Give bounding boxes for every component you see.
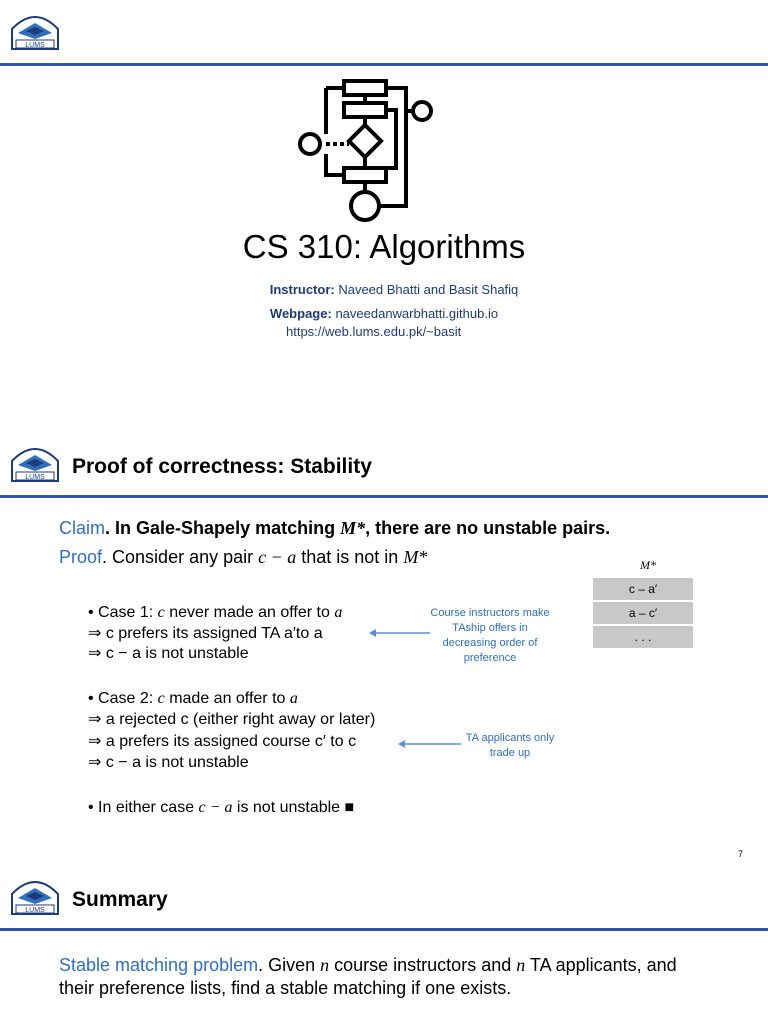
webpage-link-1[interactable]: naveedanwarbhatti.github.io: [335, 306, 499, 321]
case2-line3: ⇒ a prefers its assigned course c′ to c: [88, 733, 357, 750]
claim-word: Claim: [59, 518, 106, 538]
header-rule: [0, 928, 768, 931]
page-number: 7: [738, 849, 744, 859]
arrow-left-icon: [368, 627, 432, 639]
proof-text-2: that is not in: [296, 547, 404, 567]
proof-symbol: M*: [403, 547, 428, 567]
note-ta-applicants: TA applicants only trade up: [465, 732, 555, 759]
either-case-line: • In either case c − a is not unstable ■: [88, 799, 355, 816]
summary-text: Stable matching problem. Given n course instructors and n TA applicants, and their preference lists, find a stable matching if one exists.: [59, 955, 677, 998]
matching-table-row: . . .: [593, 626, 693, 648]
webpage-link-2[interactable]: https://web.lums.edu.pk/~basit: [286, 324, 462, 339]
claim-text-2: , there are no unstable pairs.: [365, 518, 611, 538]
instructor-names: Naveed Bhatti and Basit Shafiq: [338, 282, 519, 297]
slide-title: Proof of correctness: Stability: [72, 455, 372, 478]
summary-lead: Stable matching problem: [59, 955, 259, 975]
lums-logo: [8, 874, 62, 918]
webpage-label: Webpage:: [269, 306, 332, 321]
flowchart-icon: [296, 78, 436, 223]
instructor-line: [0, 282, 768, 297]
proof-pair: c − a: [258, 547, 297, 567]
proof-text-1: . Consider any pair: [102, 547, 259, 567]
claim-symbol: M*: [340, 518, 366, 538]
claim-text-1: In Gale-Shapely matching: [115, 518, 341, 538]
lums-logo: [8, 9, 62, 53]
logo-text: LUMS: [25, 907, 45, 914]
proof-line: [59, 547, 427, 568]
case1-line1: • Case 1: c never made an offer to a: [88, 604, 343, 621]
header-rule: [0, 495, 768, 498]
matching-table-header: M*: [640, 558, 656, 572]
arrow-left-icon: [397, 738, 463, 750]
claim-line: Claim. In Gale-Shapely matching M*, there are no unstable pairs.: [59, 518, 611, 538]
matching-table-row: c – a′: [593, 578, 693, 600]
case2-line1: • Case 2: c made an offer to a: [88, 690, 298, 707]
webpage-line: [0, 306, 768, 321]
course-title: CS 310: Algorithms: [242, 228, 526, 265]
logo-text: LUMS: [25, 42, 45, 49]
case1-line2: ⇒ c prefers its assigned TA a′to a: [88, 625, 323, 642]
proof-word: Proof: [59, 547, 103, 567]
summary-title: Summary: [72, 888, 168, 911]
matching-table-row: a – c′: [593, 602, 693, 624]
lums-logo: [8, 441, 62, 485]
instructor-label: Instructor:: [269, 282, 335, 297]
logo-text: LUMS: [25, 474, 45, 481]
note-course-instructors: Course instructors make TAship offers in decreasing order of preference: [430, 607, 550, 664]
case2-line4: ⇒ c − a is not unstable: [88, 754, 249, 771]
case2-line2: ⇒ a rejected c (either right away or later): [88, 711, 376, 728]
case1-line3: ⇒ c − a is not unstable: [88, 645, 249, 662]
header-rule: [0, 63, 768, 66]
